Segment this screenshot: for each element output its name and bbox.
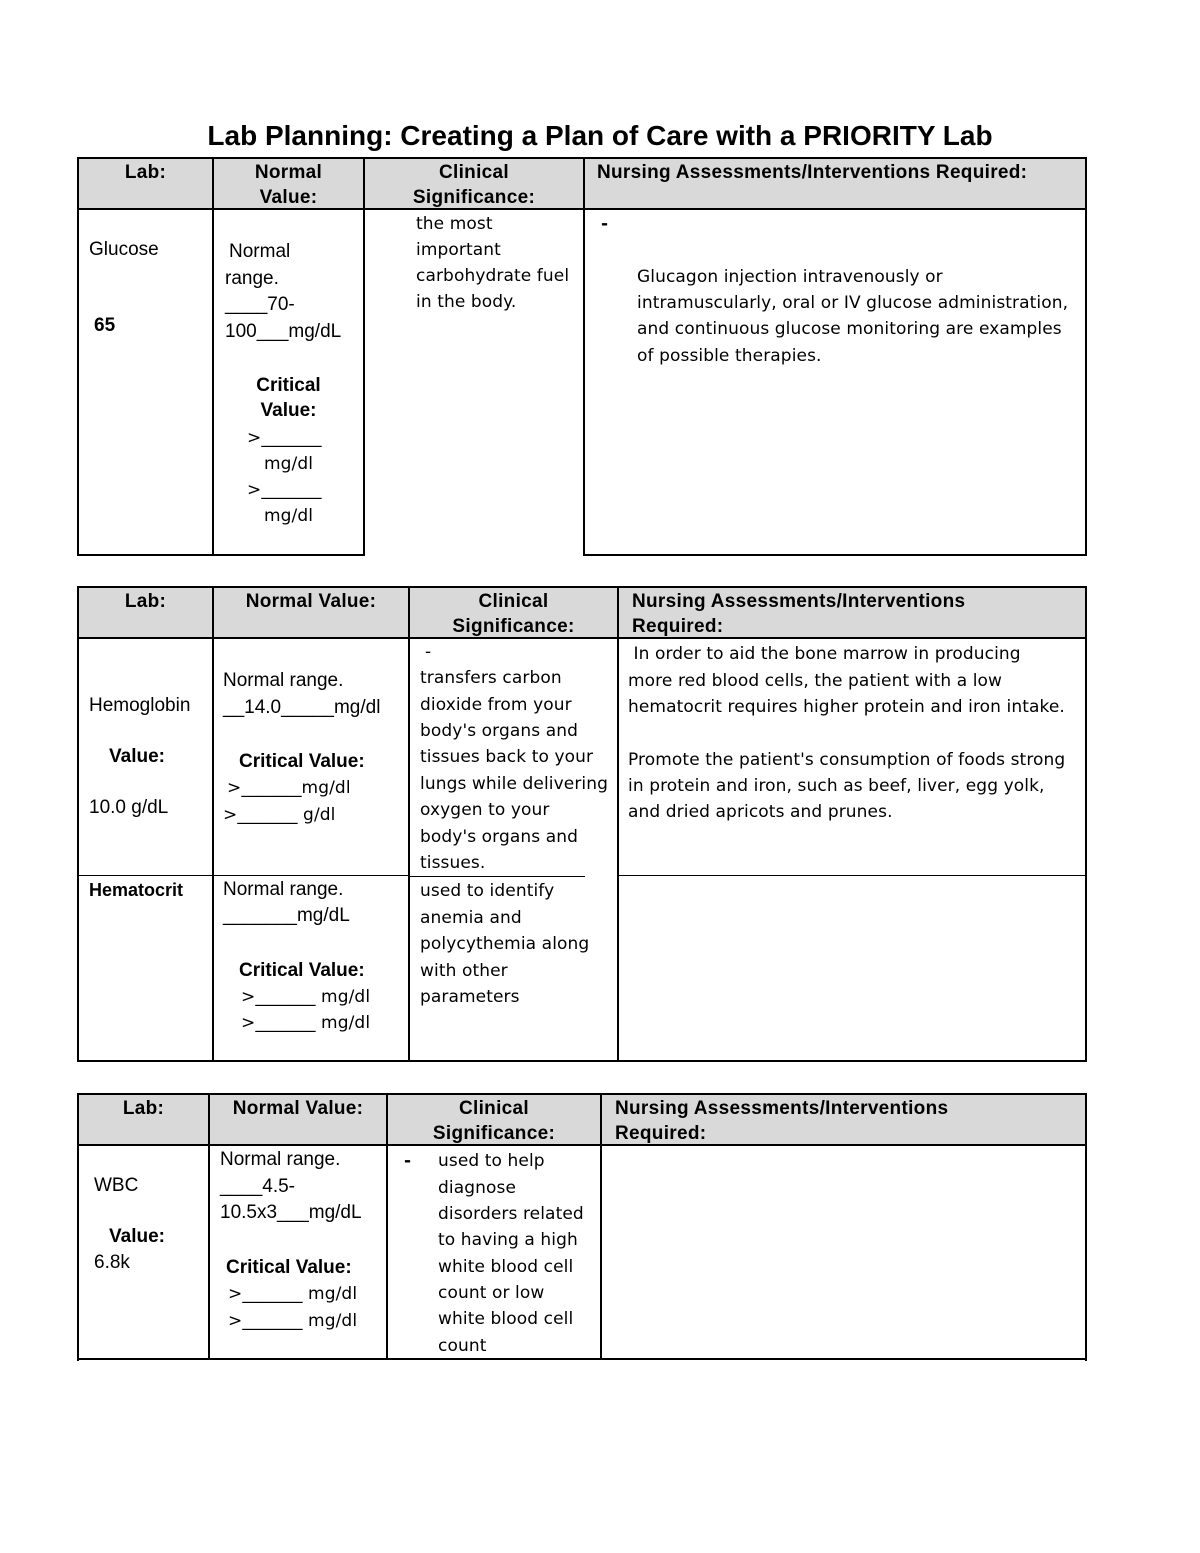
- significance-line-1: the most: [416, 214, 493, 234]
- table1-header-lab: Lab:: [124, 162, 167, 183]
- value-label-wbc: Value:: [109, 1226, 165, 1247]
- table2-header-lab: Lab:: [124, 591, 167, 612]
- table2-header-normal-value: Normal Value:: [245, 591, 377, 612]
- lab-value-glucose: 65: [94, 315, 116, 336]
- nursing-line-1: Glucagon injection intravenously or: [637, 267, 943, 287]
- hct-significance-line-4: with other: [420, 961, 508, 981]
- hgb-normal-range-line-2: __14.0_____mg/dl: [223, 697, 381, 718]
- hgb-nursing-line-2: more red blood cells, the patient with a low: [628, 671, 1003, 691]
- hgb-significance-line-5: tissues back to your: [420, 747, 594, 767]
- wbc-critical-line-2: >_______ mg/dl: [228, 1311, 358, 1331]
- significance-line-3: carbohydrate fuel: [416, 266, 570, 286]
- value-label-hemoglobin: Value:: [109, 746, 165, 767]
- lab-name-hematocrit: Hematocrit: [89, 880, 184, 900]
- nursing-dash: -: [601, 214, 609, 234]
- normal-range-line-4: 100___mg/dL: [225, 321, 342, 342]
- hgb-significance-line-3: dioxide from your: [420, 695, 572, 715]
- table3-header-lab: Lab:: [122, 1098, 165, 1119]
- hgb-nursing-line-7: and dried apricots and prunes.: [628, 802, 893, 822]
- table2-header-nursing: Nursing Assessments/Interventions Required:: [632, 591, 966, 637]
- hct-normal-range-line-2: _______mg/dL: [223, 905, 350, 926]
- table1-header-nursing: Nursing Assessments/Interventions Required:: [597, 162, 1028, 183]
- hgb-significance-line-7: oxygen to your: [420, 800, 550, 820]
- wbc-significance-line-3: disorders related: [438, 1204, 584, 1224]
- wbc-normal-range-line-2: ____4.5-: [220, 1176, 296, 1197]
- table3-header-clinical-significance: Clinical Significance:: [432, 1098, 556, 1144]
- nursing-line-2: intramuscularly, oral or IV glucose administration,: [637, 293, 1069, 313]
- hct-normal-range-line-1: Normal range.: [223, 879, 344, 900]
- hgb-critical-label: Critical Value:: [239, 751, 365, 772]
- page-title: Lab Planning: Creating a Plan of Care with a PRIORITY Lab: [207, 120, 993, 151]
- hct-significance-line-2: anemia and: [420, 908, 522, 928]
- hgb-significance-line-6: lungs while delivering: [420, 774, 609, 794]
- wbc-significance-line-7: white blood cell: [438, 1309, 574, 1329]
- normal-range-line-2: range.: [225, 268, 279, 289]
- table1-header-normal-value: Normal Value:: [254, 162, 323, 208]
- critical-line-3: >_______: [247, 480, 322, 500]
- hgb-critical-line-2: >_______ g/dl: [223, 805, 336, 825]
- wbc-normal-range-line-1: Normal range.: [220, 1149, 341, 1170]
- wbc-significance-line-4: to having a high: [438, 1230, 578, 1250]
- table1-header-clinical-significance: Clinical Significance:: [412, 162, 536, 208]
- lab-name-glucose: Glucose: [89, 239, 159, 260]
- lab-value-hemoglobin: 10.0 g/dL: [89, 797, 169, 818]
- significance-line-2: important: [416, 240, 501, 260]
- hgb-nursing-line-5: Promote the patient's consumption of foods strong: [628, 750, 1066, 770]
- hct-significance-line-1: used to identify: [420, 881, 555, 901]
- hgb-significance-line-8: body's organs and: [420, 827, 578, 847]
- wbc-significance-line-6: count or low: [438, 1283, 545, 1303]
- hgb-nursing-line-3: hematocrit requires higher protein and iron intake.: [628, 697, 1065, 717]
- wbc-significance-line-2: diagnose: [438, 1178, 517, 1198]
- hct-significance-line-3: polycythemia along: [420, 934, 590, 954]
- hct-critical-label: Critical Value:: [239, 960, 365, 981]
- wbc-critical-label: Critical Value:: [226, 1257, 352, 1278]
- hgb-critical-line-1: >_______mg/dl: [227, 778, 351, 798]
- critical-label-line-2: Value:: [260, 400, 317, 421]
- wbc-significance-line-8: count: [438, 1336, 487, 1356]
- table3-header-normal-value: Normal Value:: [232, 1098, 364, 1119]
- hgb-significance-line-1: -: [425, 642, 432, 662]
- normal-range-line-3: ____70-: [225, 294, 295, 315]
- normal-range-line-1: Normal: [229, 241, 291, 262]
- hgb-significance-line-2: transfers carbon: [420, 668, 562, 688]
- critical-line-2: mg/dl: [264, 454, 314, 474]
- lab-name-hemoglobin: Hemoglobin: [89, 695, 191, 716]
- wbc-significance-line-1: used to help: [438, 1151, 545, 1171]
- table3-header-nursing: Nursing Assessments/Interventions Required:: [615, 1098, 949, 1144]
- hct-critical-line-1: >_______ mg/dl: [241, 987, 371, 1007]
- critical-label-line-1: Critical: [256, 375, 321, 396]
- table2-header-clinical-significance: Clinical Significance:: [452, 591, 575, 637]
- hgb-significance-line-9: tissues.: [420, 853, 486, 873]
- hgb-nursing-line-1: In order to aid the bone marrow in producing: [628, 644, 1021, 664]
- lab-value-wbc: 6.8k: [94, 1252, 130, 1273]
- significance-line-4: in the body.: [416, 292, 517, 312]
- hct-significance-line-5: parameters: [420, 987, 520, 1007]
- lab-name-wbc: WBC: [94, 1175, 139, 1196]
- nursing-line-3: and continuous glucose monitoring are examples: [637, 319, 1062, 339]
- wbc-normal-range-line-3: 10.5x3___mg/dL: [220, 1202, 362, 1223]
- hct-critical-line-2: >_______ mg/dl: [241, 1013, 371, 1033]
- nursing-line-4: of possible therapies.: [637, 346, 822, 366]
- wbc-critical-line-1: >_______ mg/dl: [228, 1284, 358, 1304]
- critical-line-4: mg/dl: [264, 506, 314, 526]
- hgb-nursing-line-6: in protein and iron, such as beef, liver, egg yolk,: [628, 776, 1045, 796]
- wbc-significance-dash: -: [404, 1151, 412, 1171]
- hgb-significance-line-4: body's organs and: [420, 721, 578, 741]
- hgb-normal-range-line-1: Normal range.: [223, 670, 344, 691]
- critical-line-1: >_______: [247, 428, 322, 448]
- wbc-significance-line-5: white blood cell: [438, 1257, 574, 1277]
